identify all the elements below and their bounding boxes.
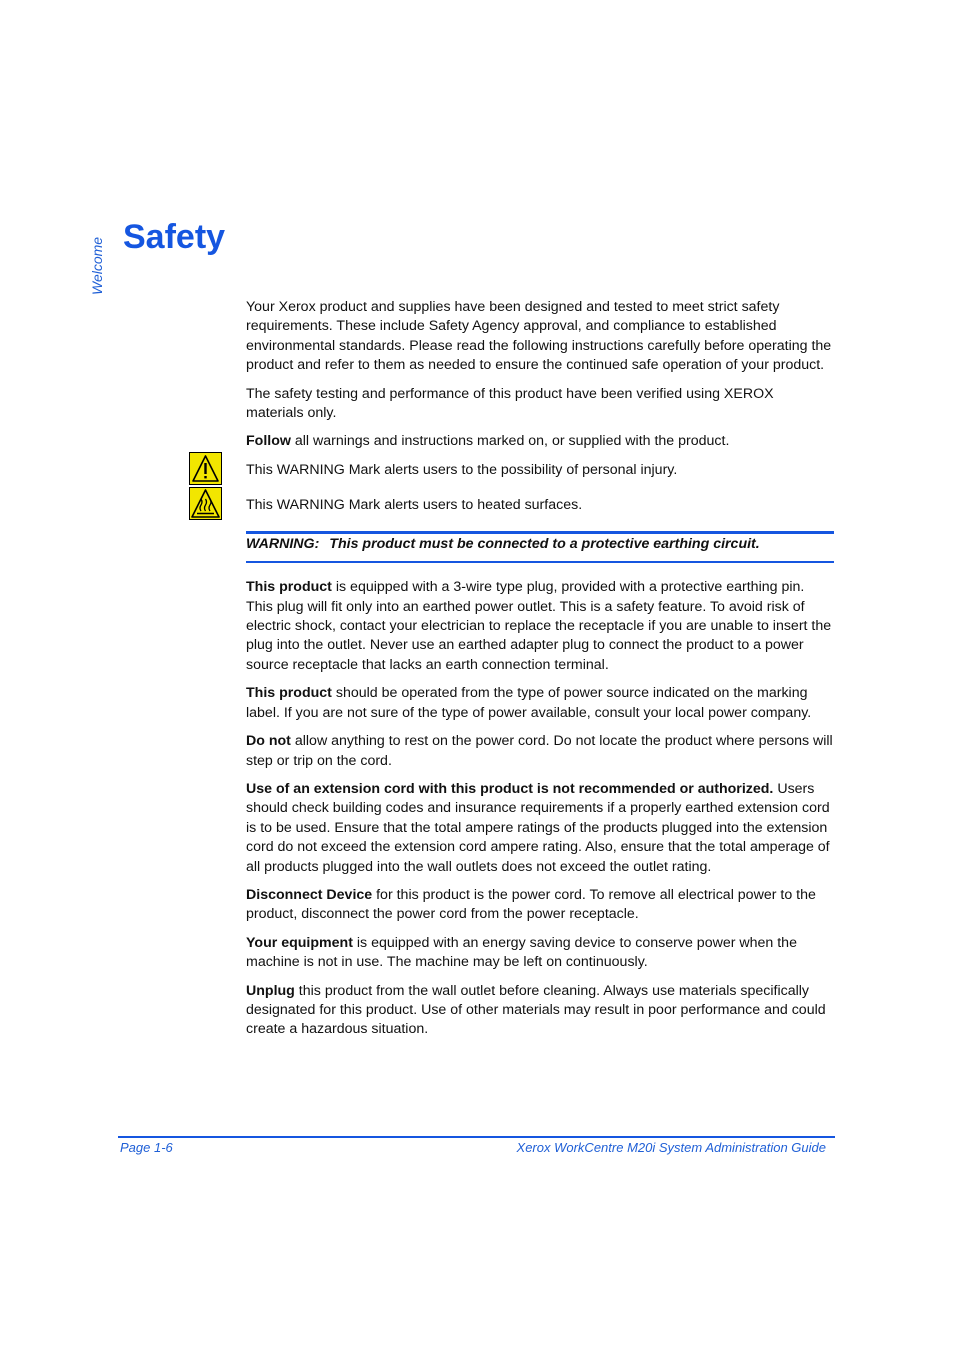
paragraph-unplug — [246, 982, 834, 1040]
paragraph-text: this product from the wall outlet before cleaning. Always use materials specifically designated for this product. Use of other materials may result in poor performance and could create a hazardous situation. — [246, 982, 826, 1038]
paragraph-power-source — [246, 684, 834, 723]
paragraph-lead: Use of an extension cord with this product is not recommended or authorized. — [246, 780, 774, 797]
paragraph-text: Users should check building codes and insurance requirements if a properly earthed extension cord is to be used. Ensure that the total ampere ratings of the products plugged into the extension cord do not exceed the extension cord ampere rating. Also, ensure that the total amperage of all products plugged into the wall outlets does not exceed the outlet rating. — [246, 780, 830, 875]
intro-paragraph-2: The safety testing and performance of this product have been verified using XEROX materials only. — [246, 385, 774, 422]
follow-text: all warnings and instructions marked on, or supplied with the product. — [290, 433, 730, 450]
warning-mark-personal-injury-text: This WARNING Mark alerts users to the possibility of personal injury. — [246, 461, 678, 478]
intro-paragraph-1: Your Xerox product and supplies have been designed and tested to meet strict safety requirements. These include Safety Agency approval, and compliance to established environmental standards. Please read the following instructions carefully before operating the product and refer to them as needed to ensure the continued safe operation of your product. — [246, 299, 832, 374]
paragraph-text: is equipped with an energy saving device to conserve power when the machine is not in use. The machine may be left on continuously. — [246, 934, 797, 971]
earthing-warning-box — [246, 531, 834, 563]
paragraph-lead: Do not — [246, 733, 291, 750]
paragraph-text: is equipped with a 3-wire type plug, provided with a protective earthing pin. This plug will fit only into an earthed power outlet. This is a safety feature. To avoid risk of electric shock, contact your electrician to replace the receptacle if you are unable to insert the plug into the outlet. Never use an earthed adapter plug to connect the product to a power source receptacle that lacks an earth connection terminal. — [246, 579, 832, 673]
warning-mark-heated-surface — [246, 496, 834, 522]
footer-divider — [118, 1136, 835, 1138]
paragraph-energy-saving — [246, 934, 834, 973]
paragraph-disconnect-device — [246, 886, 834, 925]
warning-mark-heated-surface-text: This WARNING Mark alerts users to heated surfaces. — [246, 496, 583, 513]
paragraph-extension-cord — [246, 780, 834, 877]
paragraph-text: allow anything to rest on the power cord. Do not locate the product where persons will step or trip on the cord. — [246, 733, 833, 769]
paragraph-lead: Disconnect Device — [246, 886, 373, 903]
page-number: Page 1-6 — [120, 1140, 173, 1155]
guide-title: Xerox WorkCentre M20i System Administration Guide — [516, 1140, 826, 1155]
hot-surface-icon — [189, 487, 222, 520]
paragraph-lead: This product — [246, 685, 332, 702]
follow-paragraph — [246, 432, 834, 451]
page-title: Safety — [123, 218, 226, 256]
paragraph-text: should be operated from the type of power source indicated on the marking label. If you are not sure of the type of power available, consult your local power company. — [246, 685, 812, 721]
warning-mark-personal-injury — [246, 461, 834, 487]
warning-exclamation-icon — [189, 452, 222, 485]
paragraph-lead: Unplug — [246, 982, 295, 999]
paragraph-lead: Your equipment — [246, 934, 353, 951]
section-side-tab: Welcome — [89, 236, 105, 295]
warning-label: WARNING: — [246, 535, 320, 552]
warning-text: This product must be connected to a protective earthing circuit. — [329, 535, 760, 552]
paragraph-power-cord — [246, 732, 834, 771]
paragraph-3-wire-plug — [246, 578, 834, 675]
follow-lead: Follow — [246, 433, 291, 450]
paragraph-lead: This product — [246, 579, 332, 596]
paragraph-text: for this product is the power cord. To remove all electrical power to the product, disconnect the power cord from the power receptacle. — [246, 886, 816, 923]
document-body — [246, 298, 834, 1049]
